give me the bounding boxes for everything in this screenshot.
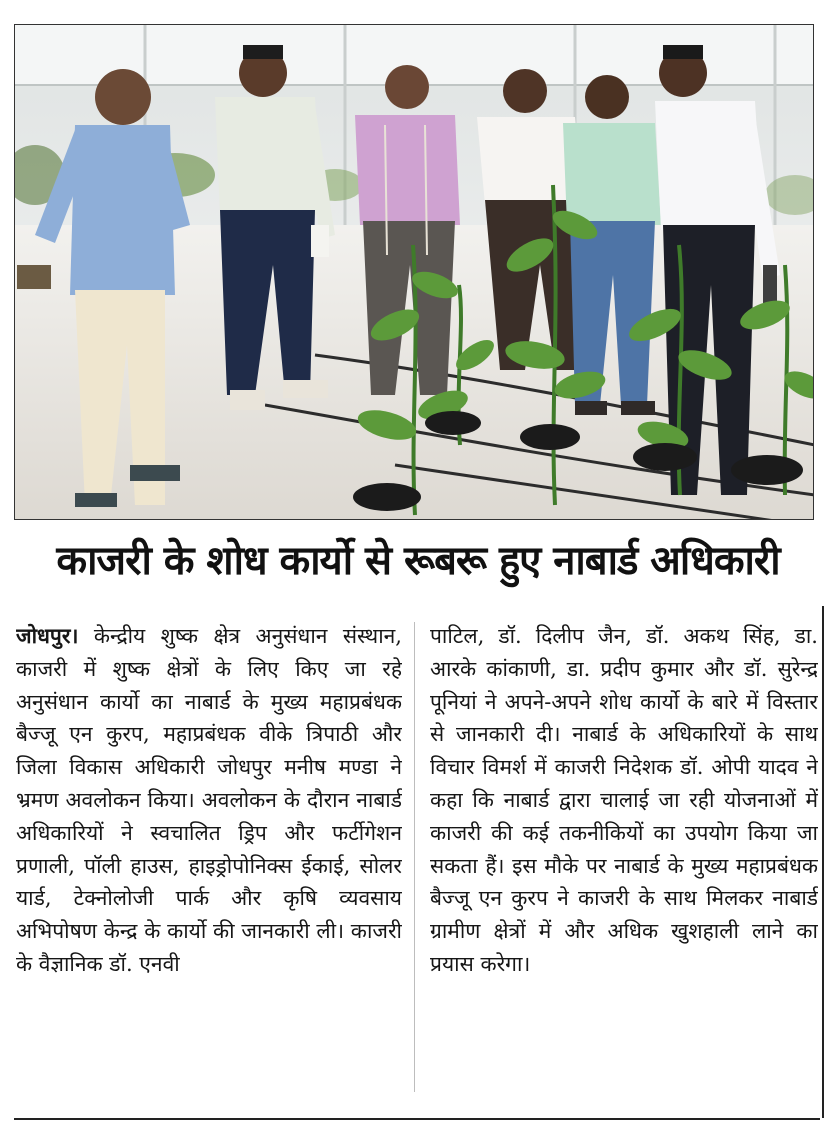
- article-body-right: पाटिल, डॉ. दिलीप जैन, डॉ. अकथ सिंह, डा. आरके कांकाणी, डा. प्रदीप कुमार और डॉ. सुरेन्द्र पूनियां ने अपने-अपने शोध कार्यो के बारे में विस्तार से जानकारी दी। नाबार्ड के अधिकारियों के साथ विचार विमर्श में काजरी निदेशक डॉ. ओपी यादव ने कहा कि नाबार्ड द्वारा चालाई जा रही योजनाओं में काजरी की कई तकनीकियों का उपयोग किया जा सकता हैं। इस मौके पर नाबार्ड के मुख्य महाप्रबंधक बैज्जू एन कुरप ने काजरी के साथ मिलकर नाबार्ड ग्रामीण क्षेत्रों में और अधिक खुशहाली लाने का प्रयास करेगा।: [430, 624, 818, 976]
- news-photo-greenhouse-visit: [14, 24, 814, 520]
- article-body-left: केन्द्रीय शुष्क क्षेत्र अनुसंधान संस्थान, काजरी में शुष्क क्षेत्रों के लिए किए जा रहे अनुसंधान कार्यो का नाबार्ड के मुख्य महाप्रबंधक बैज्जू एन कुरप, महाप्रबंधक वीके त्रिपाठी और जिला विकास अधिकारी जोधपुर मनीष मण्डा ने भ्रमण अवलोकन किया। अवलोकन के दौरान नाबार्ड अधिकारियों ने स्वचालित ड्रिप और फर्टीगेशन प्रणाली, पॉली हाउस, हाइड्रोपोनिक्स ईकाई, सोलर यार्ड, टेक्नोलोजी पार्क और कृषि व्यवसाय अभिपोषण केन्द्र के कार्यो की जानकारी ली। काजरी के वैज्ञानिक डॉ. एनवी: [16, 624, 402, 976]
- article-column-left: [16, 620, 402, 1098]
- article-headline: काजरी के शोध कार्यो से रूबरू हुए नाबार्ड अधिकारी: [56, 538, 780, 584]
- clipping-border-bottom: [14, 1118, 820, 1120]
- article-column-right: [430, 620, 818, 1098]
- column-divider: [414, 622, 415, 1092]
- article-dateline: जोधपुर।: [16, 623, 79, 648]
- clipping-border-right: [822, 606, 824, 1118]
